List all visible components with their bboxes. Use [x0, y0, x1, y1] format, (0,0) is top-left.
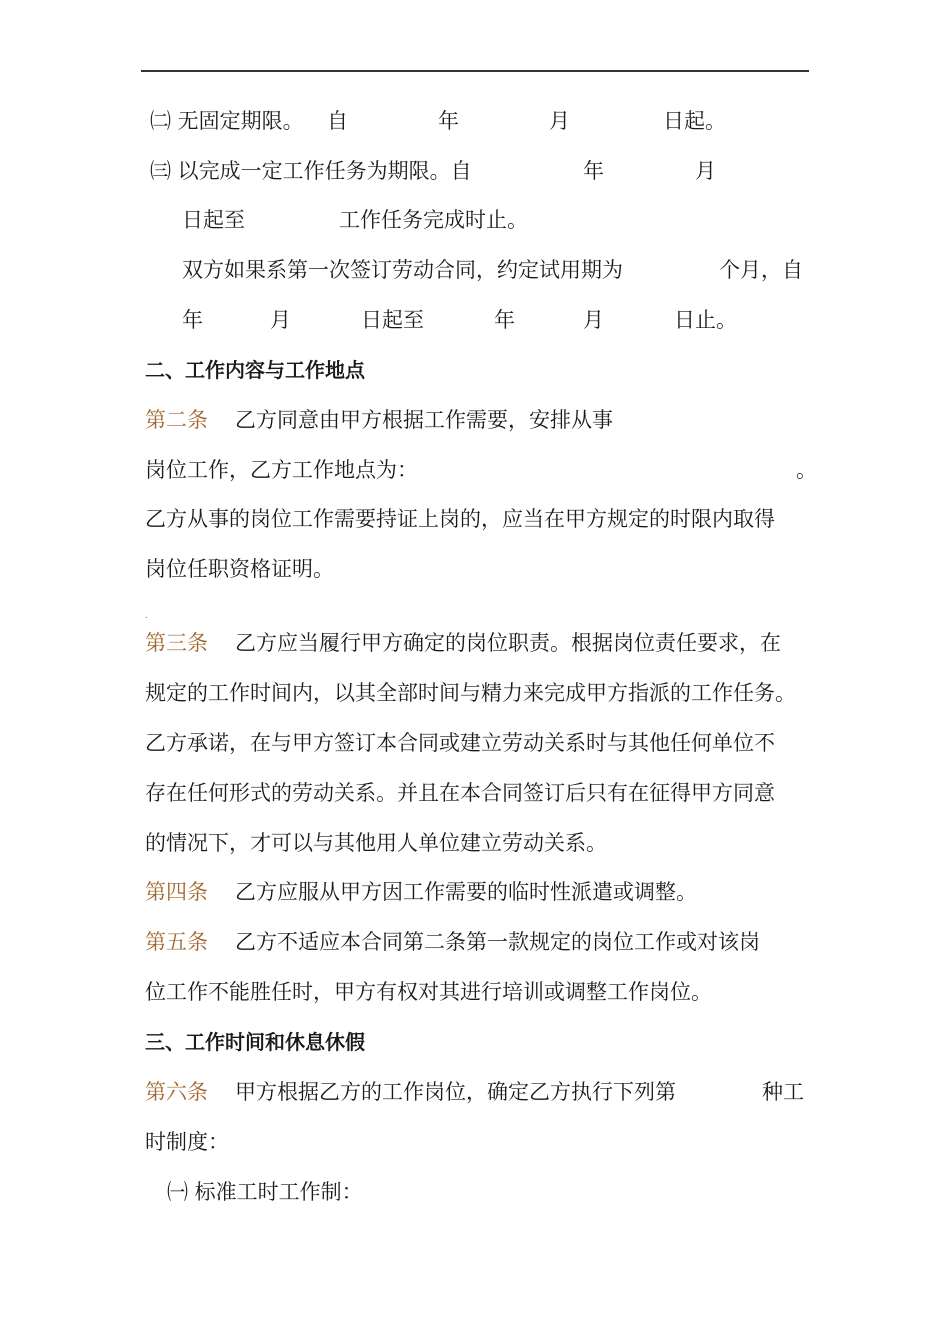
month-label: 月 [695, 159, 716, 183]
standard-hours-line: ㈠ 标准工时工作制： [167, 1180, 363, 1204]
article-number: 第二条 [145, 408, 208, 432]
term-label: ㈢ 以完成一定工作任务为期限。自 [150, 159, 472, 183]
article-text: 乙方应当履行甲方确定的岗位职责。根据岗位责任要求，在 [235, 631, 781, 655]
article-number: 第三条 [145, 631, 208, 655]
article-3-line-4: 存在任何形式的劳动关系。并且在本合同签订后只有在征得甲方同意 [145, 781, 775, 805]
day-label: 日起。 [663, 109, 726, 133]
article-text: 岗位工作，乙方工作地点为： [145, 458, 418, 482]
article-6-line-2: 时制度： [145, 1130, 229, 1154]
article-3-line [0, 628, 950, 658]
probation-dates-line [0, 305, 950, 335]
section-heading-2: 二、工作内容与工作地点 [145, 358, 365, 382]
from-label: 自 [327, 109, 348, 133]
article-number: 第五条 [145, 930, 208, 954]
term-task-line [0, 156, 950, 186]
day-from-label: 日起至 [361, 308, 424, 332]
term-no-fixed-line [0, 106, 950, 136]
period-mark: 。 [796, 458, 817, 482]
year-label: 年 [494, 308, 515, 332]
article-text: 乙方同意由甲方根据工作需要，安排从事 [235, 408, 613, 432]
article-text: 乙方不适应本合同第二条第一款规定的岗位工作或对该岗 [235, 930, 760, 954]
month-label: 月 [270, 308, 291, 332]
article-4-line [0, 877, 950, 907]
article-5-line-2: 位工作不能胜任时，甲方有权对其进行培训或调整工作岗位。 [145, 980, 712, 1004]
header-rule [141, 70, 809, 72]
month-label: 月 [583, 308, 604, 332]
month-label: 月 [549, 109, 570, 133]
task-complete-label: 工作任务完成时止。 [339, 208, 528, 232]
article-number: 第六条 [145, 1080, 208, 1104]
section-heading-3: 三、工作时间和休息休假 [145, 1030, 365, 1054]
article-3-line-5: 的情况下，才可以与其他用人单位建立劳动关系。 [145, 831, 607, 855]
article-5-line [0, 927, 950, 957]
article-number: 第四条 [145, 880, 208, 904]
day-end-label: 日止。 [674, 308, 737, 332]
article-2-line-4: 岗位任职资格证明。 [145, 557, 334, 581]
year-label: 年 [583, 159, 604, 183]
probation-line [0, 255, 950, 285]
article-2-line-3: 乙方从事的岗位工作需要持证上岗的，应当在甲方规定的时限内取得 [145, 507, 775, 531]
article-3-line-3: 乙方承诺，在与甲方签订本合同或建立劳动关系时与其他任何单位不 [145, 731, 775, 755]
year-label: 年 [438, 109, 459, 133]
day-from-label: 日起至 [182, 208, 245, 232]
term-task-line-2 [0, 205, 950, 235]
article-2-line [0, 405, 950, 435]
probation-text: 双方如果系第一次签订劳动合同，约定试用期为 [182, 258, 623, 282]
article-text: 甲方根据乙方的工作岗位，确定乙方执行下列第 [235, 1080, 676, 1104]
months-from-label: 个月，自 [719, 258, 803, 282]
term-label: ㈡ 无固定期限。 [150, 109, 304, 133]
article-text: 乙方应服从甲方因工作需要的临时性派遣或调整。 [235, 880, 697, 904]
article-text-end: 种工 [762, 1080, 804, 1104]
stray-mark: . [145, 611, 148, 620]
article-6-line [0, 1077, 950, 1107]
article-2-line-2 [0, 455, 950, 485]
year-label: 年 [182, 308, 203, 332]
article-3-line-2: 规定的工作时间内，以其全部时间与精力来完成甲方指派的工作任务。 [145, 681, 796, 705]
